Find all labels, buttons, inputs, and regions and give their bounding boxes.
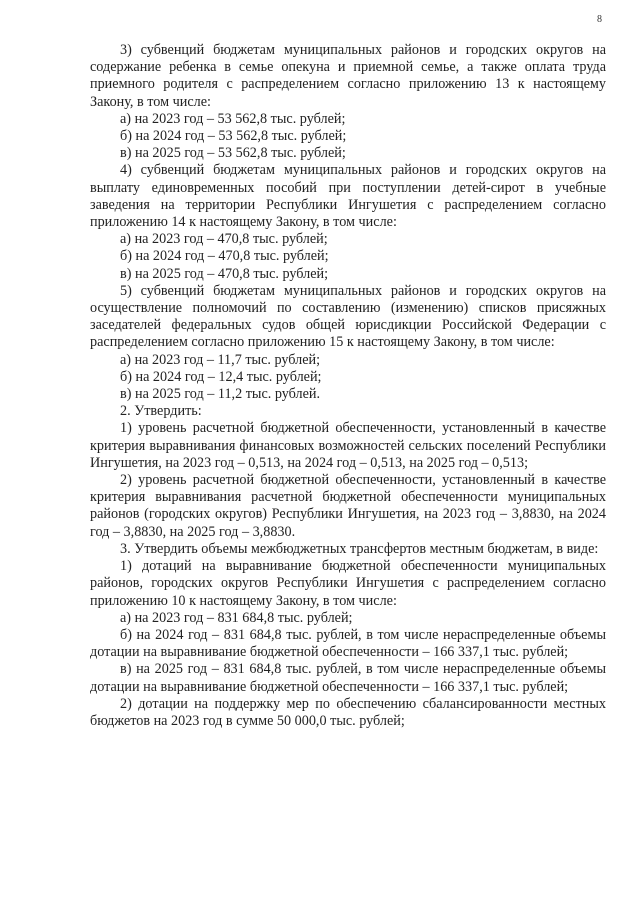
paragraph: 5) субвенций бюджетам муниципальных районов и городских округов на осуществление полномочий по составлению (изменению) списков присяжных заседателей федеральных судов общей юрисдикции Российской Федерации с распределением согласно приложению 15 к настоящему Закону, в том числе:	[90, 282, 606, 351]
paragraph: 3) субвенций бюджетам муниципальных районов и городских округов на содержание ребенка в семье опекуна и приемной семье, а также оплата труда приемного родителя с распределением согласно приложению 13 к настоящему Закону, в том числе:	[90, 42, 606, 110]
paragraph: 2) уровень расчетной бюджетной обеспеченности, установленный в качестве критерия выравнивания расчетной бюджетной обеспеченности муниципальных районов (городских округов) Республики Ингушетия, на 2023 год – 3,8830, на 2024 год – 3,8830, на 2025 год – 3,8830.	[90, 472, 606, 540]
list-item: б) на 2024 год – 53 562,8 тыс. рублей;	[120, 128, 347, 145]
paragraph: в) на 2025 год – 831 684,8 тыс. рублей, в том числе нераспределенные объемы дотации на выравнивание бюджетной обеспеченности – 166 337,1 тыс. рублей;	[90, 661, 606, 695]
list-item: б) на 2024 год – 12,4 тыс. рублей;	[120, 368, 322, 385]
list-item: а) на 2023 год – 470,8 тыс. рублей;	[120, 231, 328, 248]
paragraph: 1) уровень расчетной бюджетной обеспеченности, установленный в качестве критерия выравнивания финансовых возможностей сельских поселений Республики Ингушетия, на 2023 год – 0,513, на 2024 год – 0,513, на 2025 год – 0,513;	[90, 420, 606, 471]
paragraph: б) на 2024 год – 831 684,8 тыс. рублей, в том числе нераспределенные объемы дотации на выравнивание бюджетной обеспеченности – 166 337,1 тыс. рублей;	[90, 626, 606, 661]
list-item: б) на 2024 год – 470,8 тыс. рублей;	[120, 248, 329, 265]
paragraph: 2. Утвердить:	[120, 403, 202, 420]
list-item: а) на 2023 год – 831 684,8 тыс. рублей;	[120, 609, 353, 626]
list-item: в) на 2025 год – 470,8 тыс. рублей;	[120, 265, 329, 282]
paragraph: 2) дотации на поддержку мер по обеспечению сбалансированности местных бюджетов на 2023 год в сумме 50 000,0 тыс. рублей;	[90, 695, 606, 729]
list-item: а) на 2023 год – 11,7 тыс. рублей;	[120, 351, 321, 368]
document-body	[90, 42, 606, 730]
list-item: а) на 2023 год – 53 562,8 тыс. рублей;	[120, 110, 346, 127]
page-number: 8	[597, 14, 602, 25]
paragraph: 3. Утвердить объемы межбюджетных трансфертов местным бюджетам, в виде:	[120, 540, 599, 557]
list-item: в) на 2025 год – 53 562,8 тыс. рублей;	[120, 145, 346, 162]
paragraph: 1) дотаций на выравнивание бюджетной обеспеченности муниципальных районов, городских округов Республики Ингушетия с распределением согласно приложению 10 к настоящему Закону, в том числе:	[90, 558, 606, 609]
list-item: в) на 2025 год – 11,2 тыс. рублей.	[120, 386, 321, 403]
paragraph: 4) субвенций бюджетам муниципальных районов и городских округов на выплату единовременных пособий при поступлении детей-сирот в учебные заведения на территории Республики Ингушетия с распределением согласно приложению 14 к настоящему Закону, в том числе:	[90, 162, 606, 231]
